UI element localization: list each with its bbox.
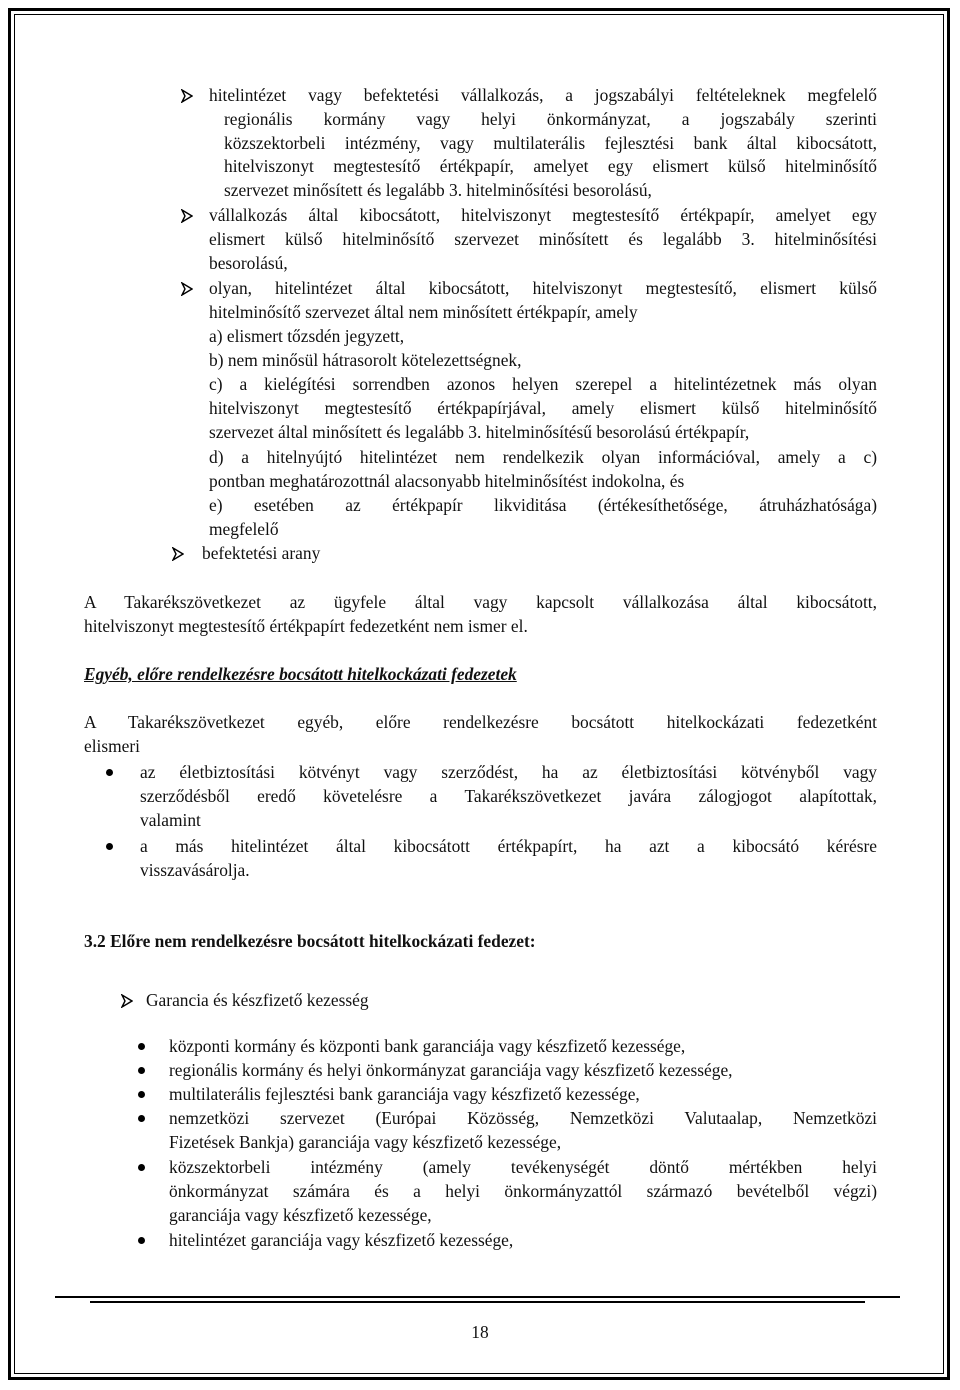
arrow-item-3-line-1: olyan, hitelintézet által kibocsátott, hitelviszonyt megtestesítő, elismert külső bbox=[209, 278, 877, 298]
arrow-item-1-line-5: szervezet minősített és legalább 3. hitelminősítési besorolású, bbox=[224, 180, 652, 200]
bullet-2-item-1: központi kormány és központi bank garanciája vagy készfizető kezessége, bbox=[169, 1036, 686, 1056]
arrow-item-2-line-2: elismert külső hitelminősítő szervezet minősített és legalább 3. hitelminősítési bbox=[209, 229, 877, 249]
bullet-dot-icon bbox=[138, 1067, 145, 1074]
bullet-dot-icon bbox=[138, 1115, 145, 1122]
bullet-2-item-5-line-2: önkormányzat számára és a helyi önkormányzattól származó bevételből végzi) bbox=[169, 1181, 877, 1201]
arrow-item-1-line-1: hitelintézet vagy befektetési vállalkozás, a jogszabályi feltételeknek megfelelő bbox=[209, 85, 877, 105]
footer-rule-top bbox=[55, 1296, 900, 1298]
arrow-bullet-icon bbox=[172, 547, 184, 561]
arrow-item-4: befektetési arany bbox=[202, 543, 321, 563]
section-heading-3-2: 3.2 Előre nem rendelkezésre bocsátott hitelkockázati fedezet: bbox=[84, 931, 536, 951]
arrow-item-3-line-7: szervezet által minősített és legalább 3. hitelminősítésű besorolású értékpapír, bbox=[209, 422, 750, 442]
paragraph-2-line-2: elismeri bbox=[84, 736, 141, 756]
bullet-dot-icon bbox=[106, 769, 113, 776]
arrow-item-2-line-1: vállalkozás által kibocsátott, hitelviszonyt megtestesítő értékpapír, amelyet egy bbox=[209, 205, 877, 225]
bullet-2-item-5-line-1: közszektorbeli intézmény (amely tevékenységét döntő mértékben helyi bbox=[169, 1157, 877, 1177]
bullet-1-item-2-line-2: visszavásárolja. bbox=[140, 860, 250, 880]
bullet-dot-icon bbox=[138, 1237, 145, 1244]
footer-rule-bottom bbox=[90, 1301, 865, 1303]
bullet-1-item-1-line-3: valamint bbox=[140, 810, 201, 830]
sub-arrow-item-guarantee: Garancia és készfizető kezesség bbox=[146, 990, 369, 1010]
arrow-item-1-line-2: regionális kormány vagy helyi önkormányzat, a jogszabály szerinti bbox=[224, 109, 877, 129]
bullet-dot-icon bbox=[138, 1043, 145, 1050]
arrow-item-3-line-9: pontban meghatározottnál alacsonyabb hitelminősítést indokolna, és bbox=[209, 471, 685, 491]
paragraph-2-line-1: A Takarékszövetkezet egyéb, előre rendelkezésre bocsátott hitelkockázati fedezetként bbox=[84, 712, 877, 732]
bullet-dot-icon bbox=[138, 1091, 145, 1098]
bullet-dot-icon bbox=[138, 1164, 145, 1171]
bullet-2-item-4-line-2: Fizetések Bankja) garanciája vagy készfizető kezessége, bbox=[169, 1132, 562, 1152]
arrow-bullet-icon bbox=[181, 209, 193, 223]
arrow-item-1-line-4: hitelviszonyt megtestesítő értékpapír, amelyet egy elismert külső hitelminősítő bbox=[224, 156, 877, 176]
arrow-item-3-line-5: c) a kielégítési sorrendben azonos helyen szerepel a hitelintézetnek más olyan bbox=[209, 374, 877, 394]
bullet-1-item-2-line-1: a más hitelintézet által kibocsátott értékpapírt, ha azt a kibocsátó kérésre bbox=[140, 836, 877, 856]
arrow-item-2-line-3: besorolású, bbox=[209, 253, 288, 273]
arrow-bullet-icon bbox=[121, 994, 133, 1008]
bullet-2-item-4-line-1: nemzetközi szervezet (Európai Közösség, Nemzetközi Valutaalap, Nemzetközi bbox=[169, 1108, 877, 1128]
bullet-1-item-1-line-2: szerződésből eredő követelésre a Takarékszövetkezet javára zálogjogot alapítottak, bbox=[140, 786, 877, 806]
arrow-item-3-line-8: d) a hitelnyújtó hitelintézet nem rendelkezik olyan információval, amely a c) bbox=[209, 447, 877, 467]
bullet-1-item-1-line-1: az életbiztosítási kötvényt vagy szerződést, ha az életbiztosítási kötvényből vagy bbox=[140, 762, 877, 782]
paragraph-1-line-1: A Takarékszövetkezet az ügyfele által vagy kapcsolt vállalkozása által kibocsátott, bbox=[84, 592, 877, 612]
arrow-item-3-line-2: hitelminősítő szervezet által nem minősített értékpapír, amely bbox=[209, 302, 638, 322]
arrow-bullet-icon bbox=[181, 89, 193, 103]
arrow-item-3-line-4: b) nem minősül hátrasorolt kötelezettségnek, bbox=[209, 350, 522, 370]
paragraph-1-line-2: hitelviszonyt megtestesítő értékpapírt fedezetként nem ismer el. bbox=[84, 616, 528, 636]
bullet-2-item-2: regionális kormány és helyi önkormányzat garanciája vagy készfizető kezessége, bbox=[169, 1060, 733, 1080]
bullet-2-item-5-line-3: garanciája vagy készfizető kezessége, bbox=[169, 1205, 432, 1225]
page-number: 18 bbox=[471, 1322, 489, 1342]
bullet-2-item-6: hitelintézet garanciája vagy készfizető kezessége, bbox=[169, 1230, 514, 1250]
arrow-bullet-icon bbox=[181, 282, 193, 296]
bullet-2-item-3: multilaterális fejlesztési bank garanciája vagy készfizető kezessége, bbox=[169, 1084, 640, 1104]
section-heading-other-collateral: Egyéb, előre rendelkezésre bocsátott hitelkockázati fedezetek bbox=[84, 664, 517, 684]
arrow-item-3-line-11: megfelelő bbox=[209, 519, 279, 539]
arrow-item-1-line-3: közszektorbeli intézmény, vagy multilaterális fejlesztési bank által kibocsátott, bbox=[224, 133, 877, 153]
arrow-item-3-line-10: e) esetében az értékpapír likviditása (értékesíthetősége, átruházhatósága) bbox=[209, 495, 877, 515]
bullet-dot-icon bbox=[106, 843, 113, 850]
arrow-item-3-line-3: a) elismert tőzsdén jegyzett, bbox=[209, 326, 405, 346]
arrow-item-3-line-6: hitelviszonyt megtestesítő értékpapírjával, amely elismert külső hitelminősítő bbox=[209, 398, 877, 418]
